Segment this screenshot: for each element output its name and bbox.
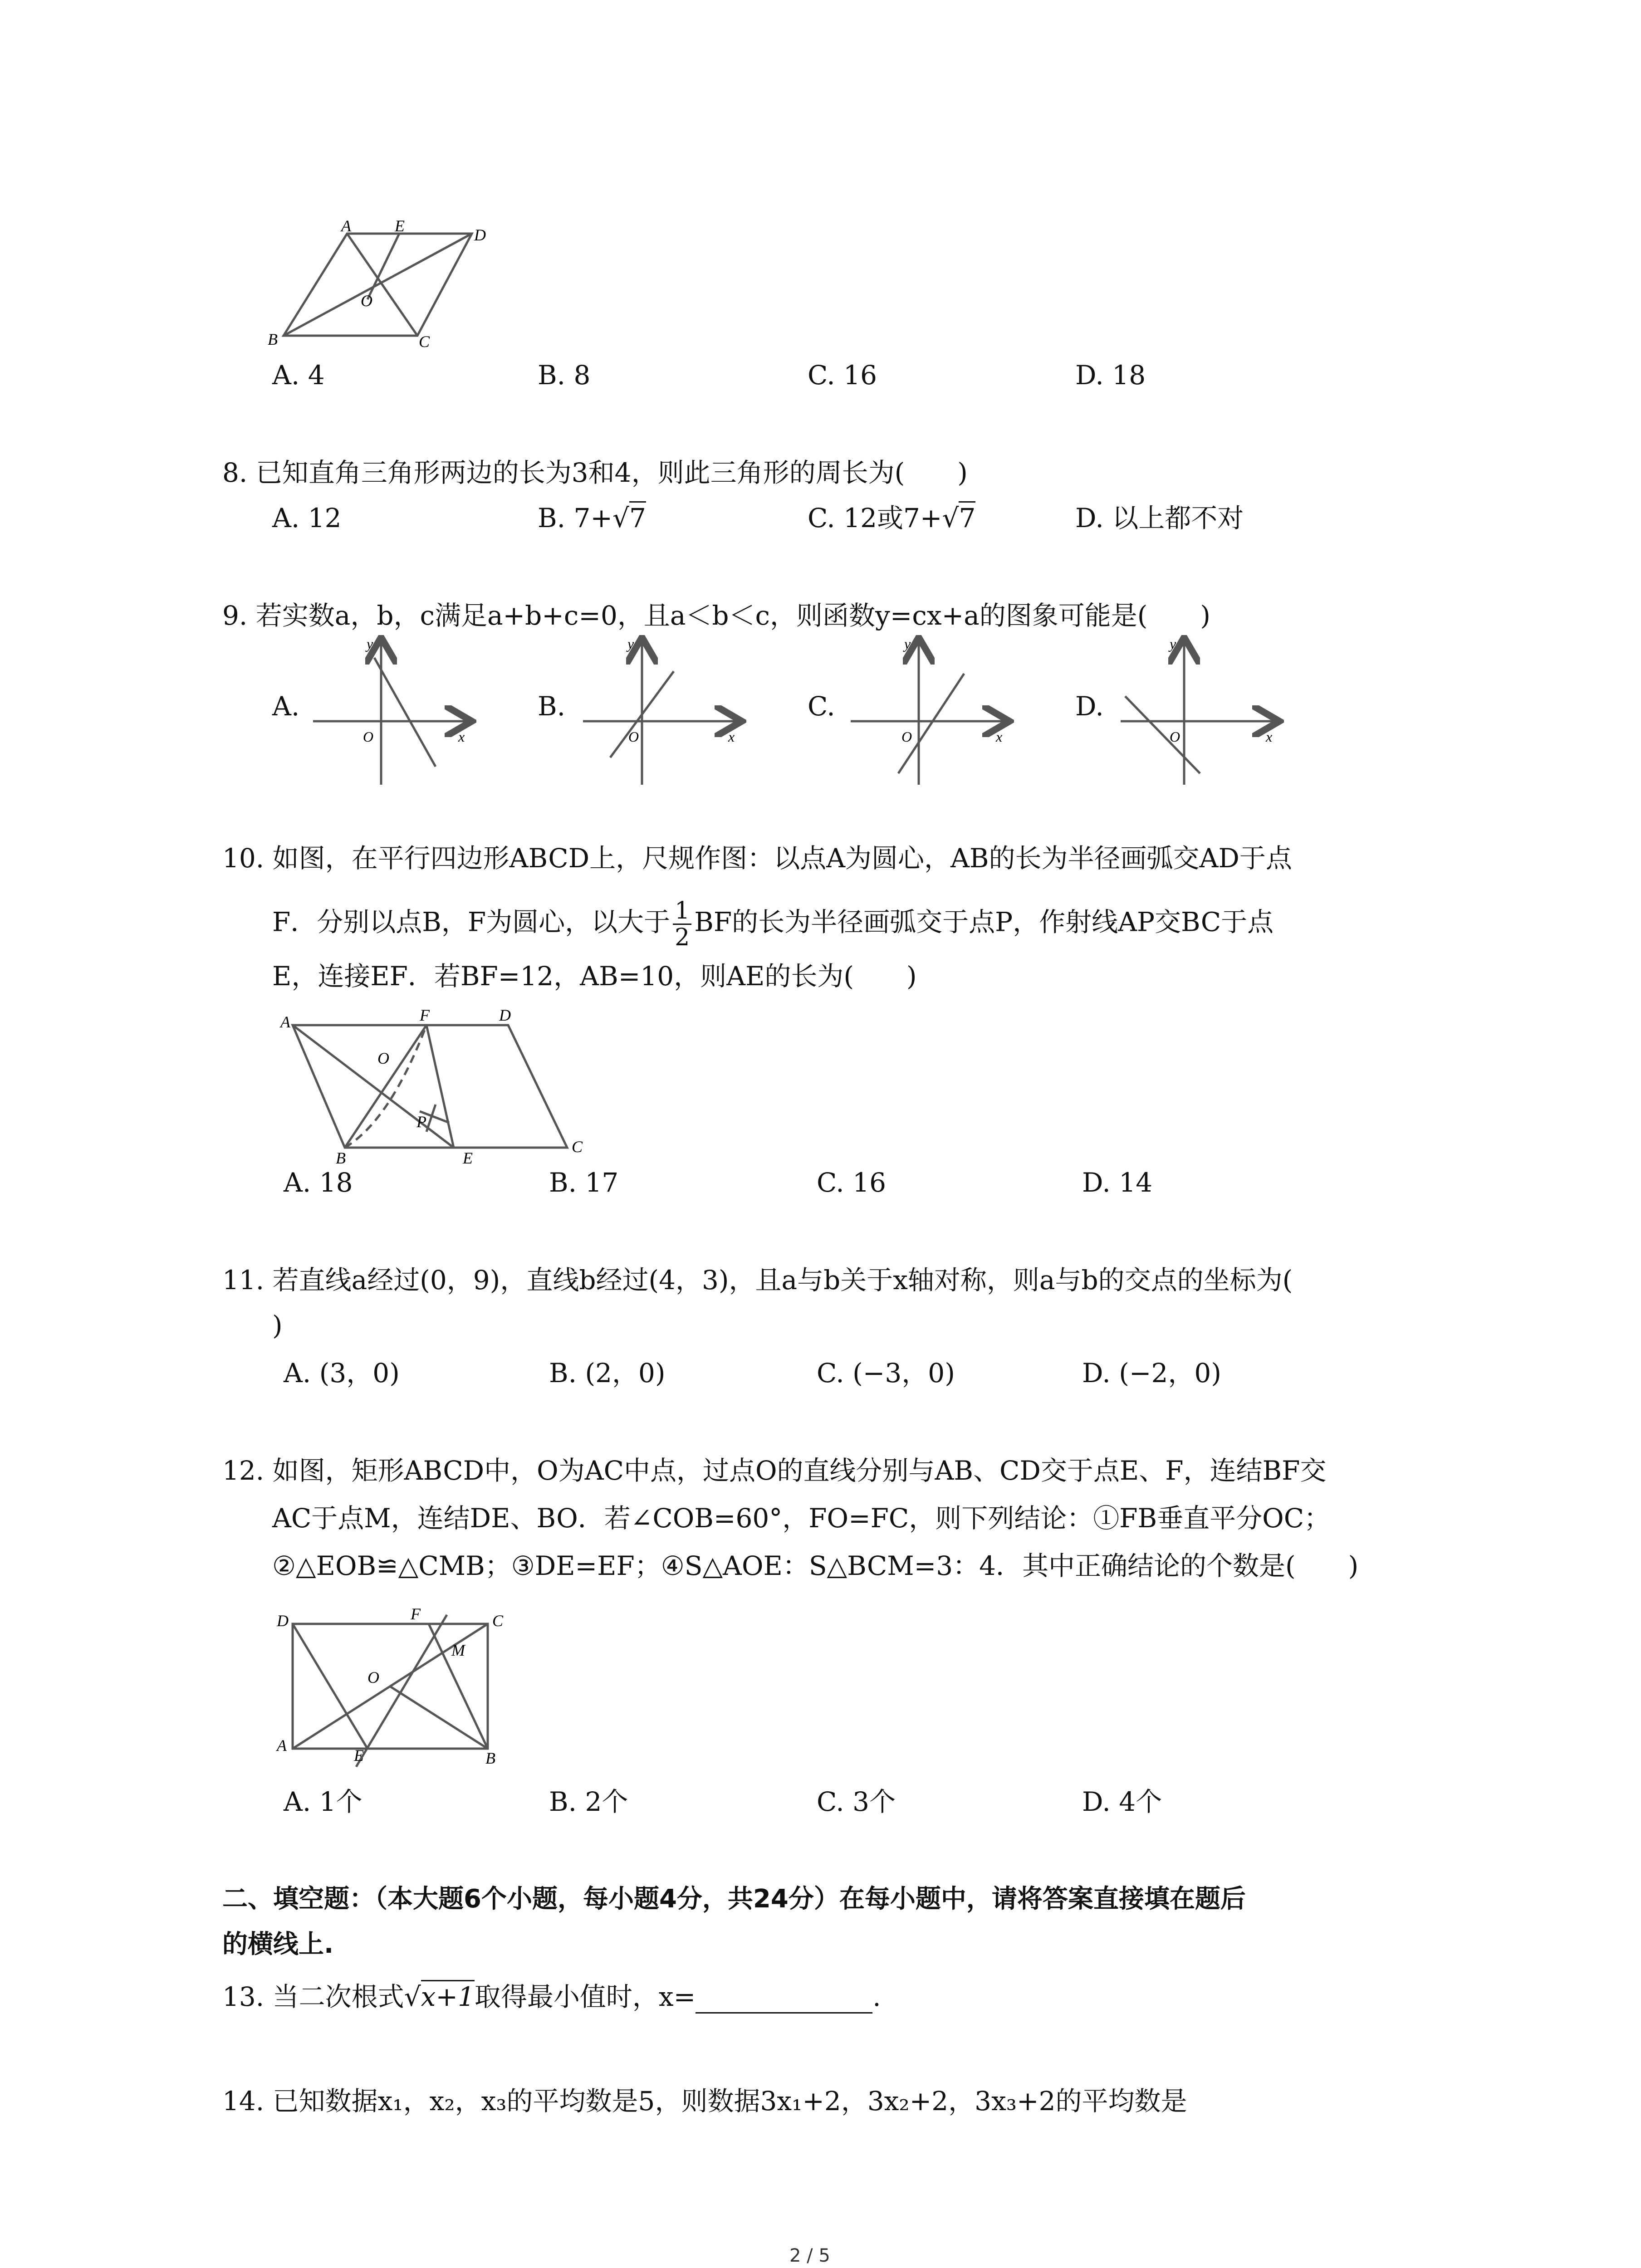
q10-label-p: P bbox=[416, 1113, 426, 1131]
q12-line2: AC于点M，连结DE、BO．若∠COB=60°，FO=FC，则下列结论：①FB垂直平分OC； bbox=[272, 1503, 1331, 1534]
q11-option-c[interactable]: C. (−3，0) bbox=[817, 1358, 955, 1388]
y-axis-label: y bbox=[904, 635, 911, 652]
q8-option-c-radicand: 7 bbox=[959, 501, 975, 533]
q11-option-d[interactable]: D. (−2，0) bbox=[1082, 1358, 1221, 1388]
q8-option-c-text: C. 12或7+ bbox=[808, 503, 942, 533]
y-axis-label: y bbox=[1170, 635, 1176, 652]
q10-line2-a: F．分别以点B，F为圆心，以大于 bbox=[272, 906, 671, 938]
q10-option-b[interactable]: B. 17 bbox=[549, 1167, 619, 1198]
fraction-denominator: 2 bbox=[675, 924, 690, 951]
x-axis-label: x bbox=[458, 728, 465, 745]
origin-label: O bbox=[1170, 728, 1181, 745]
q10-option-a[interactable]: A. 18 bbox=[284, 1167, 353, 1198]
origin-label: O bbox=[363, 728, 374, 745]
q7-option-b[interactable]: B. 8 bbox=[538, 360, 591, 391]
q9-option-c-letter[interactable]: C. bbox=[808, 691, 835, 722]
q14: 14. 已知数据x₁，x₂，x₃的平均数是5，则数据3x₁+2，3x₂+2，3x₃+2的平均数是 bbox=[222, 2086, 1187, 2116]
q9-option-b-letter[interactable]: B. bbox=[538, 691, 566, 722]
q7-parallelogram-figure bbox=[263, 213, 499, 354]
q9-stem: 9. 若实数a，b，c满足a+b+c=0，且a＜b＜c，则函数y=cx+a的图象可能是( ) bbox=[222, 600, 1211, 631]
q10-option-d[interactable]: D. 14 bbox=[1082, 1167, 1153, 1198]
q8-option-a[interactable]: A. 12 bbox=[272, 503, 342, 533]
q10-label-e: E bbox=[463, 1149, 473, 1167]
q10-line2-b: BF的长为半径画弧交于点P，作射线AP交BC于点 bbox=[694, 906, 1274, 938]
q7-option-d[interactable]: D. 18 bbox=[1075, 360, 1146, 391]
q7-option-a[interactable]: A. 4 bbox=[272, 360, 325, 391]
q12-label-c: C bbox=[492, 1612, 504, 1630]
q11-line2: ) bbox=[272, 1310, 283, 1341]
q12-line1: 12. 如图，矩形ABCD中，O为AC中点，过点O的直线分别与AB、CD交于点E、F，连结BF交 bbox=[222, 1455, 1327, 1486]
q8-option-b[interactable] bbox=[538, 501, 646, 535]
sqrt-icon: √ bbox=[942, 503, 959, 533]
q12-label-b: B bbox=[485, 1749, 495, 1767]
q10-label-a: A bbox=[280, 1013, 290, 1031]
q8-option-c[interactable] bbox=[808, 501, 975, 535]
q12-option-a[interactable]: A. 1个 bbox=[284, 1786, 362, 1817]
q10-line3: E，连接EF．若BF=12，AB=10，则AE的长为( ) bbox=[272, 961, 917, 992]
q7-label-o: O bbox=[361, 292, 372, 310]
q13-radicand: x+1 bbox=[421, 1980, 475, 2012]
q13-suffix: 取得最小值时，x= bbox=[474, 1981, 696, 2012]
q12-label-d: D bbox=[277, 1612, 289, 1630]
page-number: 2 / 5 bbox=[789, 2245, 830, 2266]
q12-label-f: F bbox=[411, 1606, 421, 1623]
origin-label: O bbox=[628, 728, 639, 745]
q8-option-d[interactable]: D. 以上都不对 bbox=[1075, 503, 1244, 533]
origin-label: O bbox=[901, 728, 912, 745]
q13-end: . bbox=[872, 1981, 881, 2012]
q9-graph-b[interactable] bbox=[583, 635, 746, 789]
x-axis-label: x bbox=[728, 728, 735, 745]
q7-label-b: B bbox=[268, 330, 278, 348]
q12-rectangle-figure bbox=[272, 1606, 526, 1769]
y-axis-label: y bbox=[367, 635, 373, 652]
sqrt-icon: √ bbox=[404, 1981, 421, 2012]
q10-line2 bbox=[272, 898, 1274, 950]
q12-label-m: M bbox=[451, 1641, 465, 1659]
q12-option-c[interactable]: C. 3个 bbox=[817, 1786, 896, 1817]
fraction-numerator: 1 bbox=[673, 898, 691, 925]
q13-answer-blank[interactable] bbox=[696, 1985, 872, 2014]
q7-label-d: D bbox=[474, 226, 486, 244]
y-axis-label: y bbox=[627, 635, 634, 652]
q11-option-b[interactable]: B. (2，0) bbox=[549, 1358, 666, 1388]
fraction bbox=[673, 898, 691, 950]
q12-line3: ②△EOB≌△CMB；③DE=EF；④S△AOE：S△BCM=3：4．其中正确结论的个数是( ) bbox=[272, 1550, 1359, 1581]
q9-graph-a[interactable] bbox=[313, 635, 476, 789]
x-axis-label: x bbox=[996, 728, 1003, 745]
section2-heading-line2: 的横线上. bbox=[222, 1930, 334, 1959]
q10-line1: 10. 如图，在平行四边形ABCD上，尺规作图：以点A为圆心，AB的长为半径画弧交AD于点 bbox=[222, 843, 1292, 874]
q12-label-a: A bbox=[277, 1736, 287, 1755]
q10-label-o: O bbox=[377, 1049, 389, 1067]
q8-stem: 8. 已知直角三角形两边的长为3和4，则此三角形的周长为( ) bbox=[222, 457, 968, 488]
q8-option-b-text: B. 7+ bbox=[538, 503, 612, 533]
q12-label-o: O bbox=[367, 1668, 379, 1686]
q12-label-e: E bbox=[354, 1746, 364, 1765]
q10-parallelogram-figure bbox=[272, 1002, 590, 1170]
q12-option-d[interactable]: D. 4个 bbox=[1082, 1786, 1162, 1817]
q13-prefix: 13. 当二次根式 bbox=[222, 1981, 404, 2012]
q9-graph-c[interactable] bbox=[851, 635, 1014, 789]
section2-heading-line1: 二、填空题：（本大题6个小题，每小题4分，共24分）在每小题中，请将答案直接填在题后 bbox=[222, 1884, 1246, 1914]
q13 bbox=[222, 1980, 881, 2014]
q7-label-c: C bbox=[419, 332, 430, 351]
sqrt-icon: √ bbox=[612, 503, 629, 533]
x-axis-label: x bbox=[1266, 728, 1273, 745]
q10-label-b: B bbox=[336, 1149, 346, 1167]
q8-option-b-radicand: 7 bbox=[629, 501, 646, 533]
q10-label-f: F bbox=[420, 1006, 430, 1024]
q9-option-a-letter[interactable]: A. bbox=[272, 691, 300, 722]
q9-option-d-letter[interactable]: D. bbox=[1075, 691, 1104, 722]
q9-graph-d[interactable] bbox=[1121, 635, 1284, 789]
q10-label-c: C bbox=[572, 1138, 583, 1156]
q12-option-b[interactable]: B. 2个 bbox=[549, 1786, 628, 1817]
q7-label-a: A bbox=[341, 217, 351, 235]
q7-label-e: E bbox=[395, 217, 405, 235]
q11-option-a[interactable]: A. (3，0) bbox=[284, 1358, 400, 1388]
q11-line1: 11. 若直线a经过(0，9)，直线b经过(4，3)，且a与b关于x轴对称，则a与b的交点的坐标为( bbox=[222, 1265, 1293, 1295]
q10-label-d: D bbox=[499, 1006, 511, 1024]
q7-option-c[interactable]: C. 16 bbox=[808, 360, 877, 391]
q10-option-c[interactable]: C. 16 bbox=[817, 1167, 886, 1198]
